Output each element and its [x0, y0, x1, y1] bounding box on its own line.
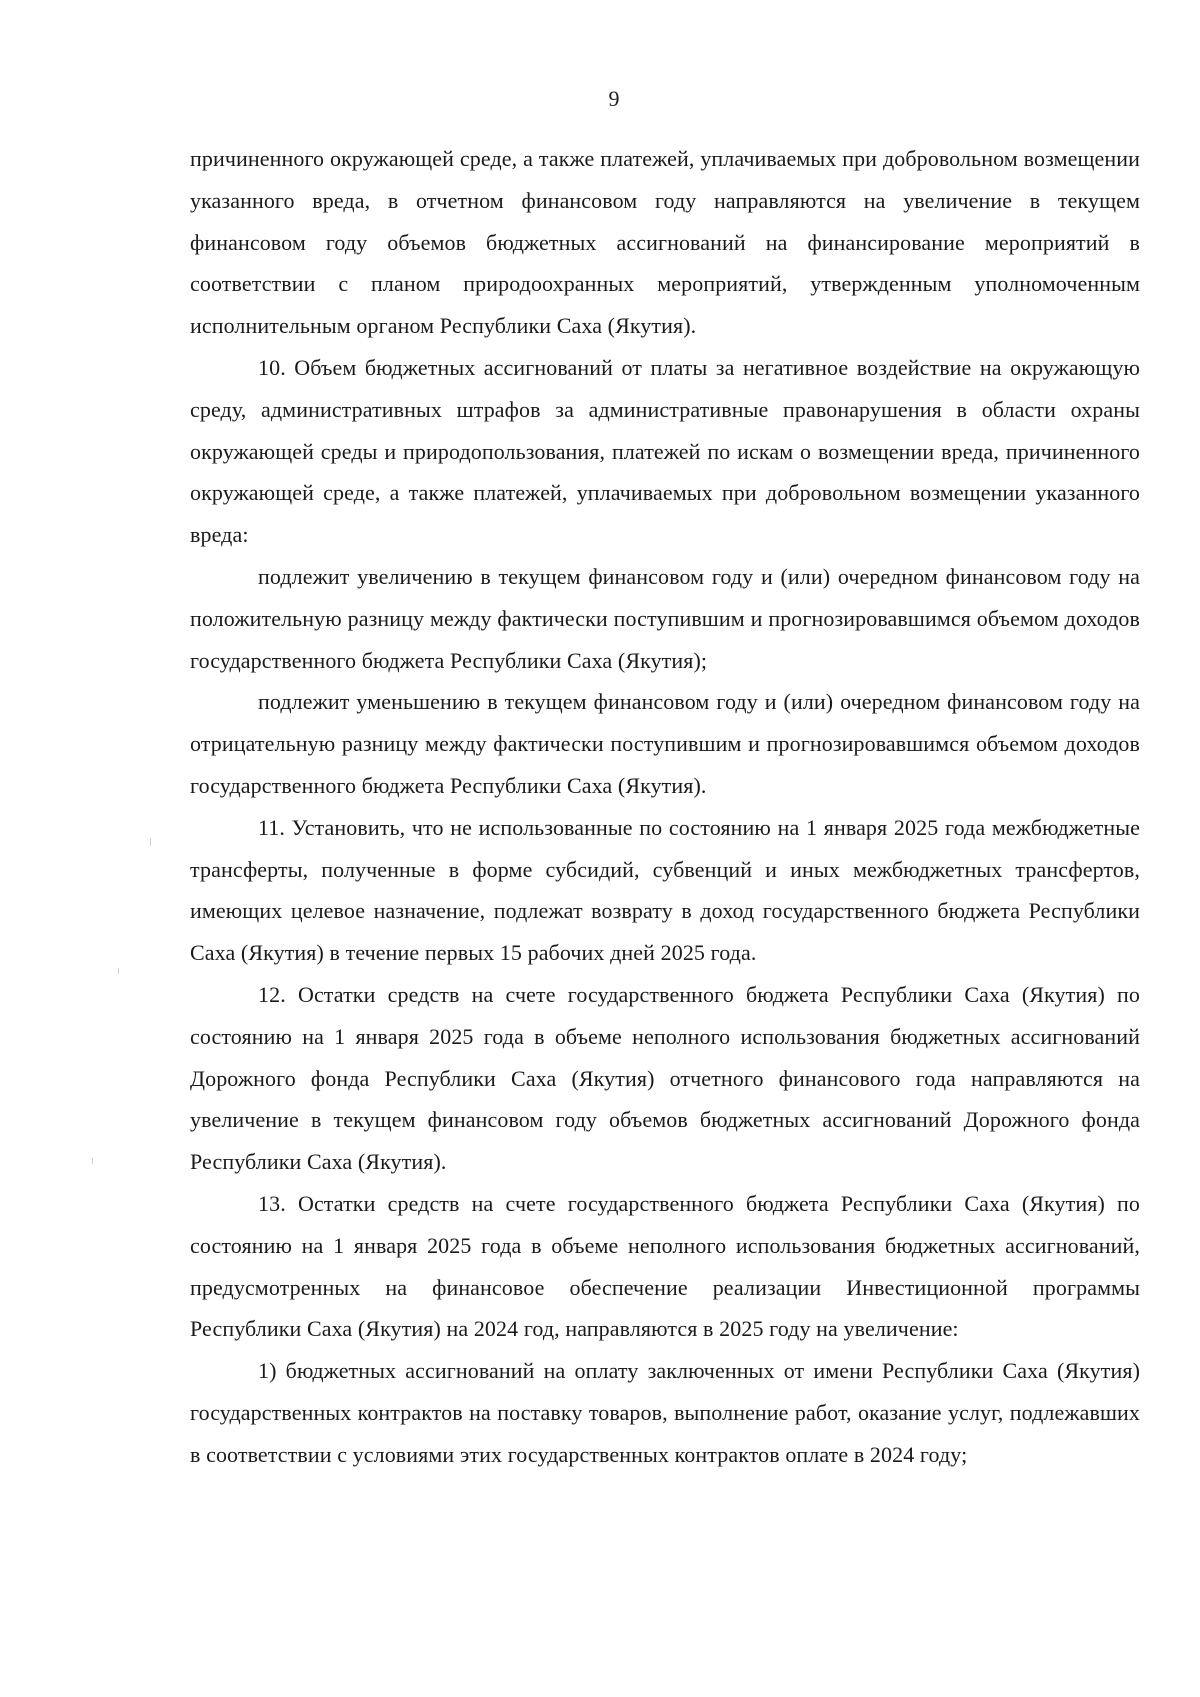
paragraph-item-12: 12. Остатки средств на счете государственного бюджета Республики Саха (Якутия) по состоянию на 1 января 2025 года в объеме неполного использования бюджетных ассигнований Дорожного фонда Республики Саха (Якутия) отчетного финансового года направляются на увеличение в текущем финансовом году объемов бюджетных ассигнований Дорожного фонда Республики Саха (Якутия).	[190, 981, 1140, 1175]
page-number: 9	[608, 86, 620, 111]
document-body	[190, 138, 1140, 1476]
scan-artifact	[150, 838, 151, 846]
paragraph-item-10-increase: подлежит увеличению в текущем финансовом году и (или) очередном финансовом году на положительную разницу между фактически поступившим и прогнозировавшимся объемом доходов государственного бюджета Республики Саха (Якутия);	[190, 563, 1140, 673]
scan-artifact	[92, 1158, 93, 1164]
paragraph-item-13-subitem-1: 1) бюджетных ассигнований на оплату заключенных от имени Республики Саха (Якутия) государственных контрактов на поставку товаров, выполнение работ, оказание услуг, подлежавших в соответствии с условиями этих государственных контрактов оплате в 2024 году;	[190, 1358, 1140, 1467]
paragraph-item-10: 10. Объем бюджетных ассигнований от платы за негативное воздействие на окружающую среду, административных штрафов за административные правонарушения в области охраны окружающей среды и природопользования, платежей по искам о возмещении вреда, причиненного окружающей среде, а также платежей, уплачиваемых при добровольном возмещении указанного вреда:	[190, 354, 1140, 548]
paragraph-item-11: 11. Установить, что не использованные по состоянию на 1 января 2025 года межбюджетные трансферты, полученные в форме субсидий, субвенций и иных межбюджетных трансфертов, имеющих целевое назначение, подлежат возврату в доход государственного бюджета Республики Саха (Якутия) в течение первых 15 рабочих дней 2025 года.	[190, 814, 1140, 966]
paragraph-item-10-decrease: подлежит уменьшению в текущем финансовом году и (или) очередном финансовом году на отрицательную разницу между фактически поступившим и прогнозировавшимся объемом доходов государственного бюджета Республики Саха (Якутия).	[190, 689, 1140, 798]
scan-artifact	[118, 968, 119, 974]
paragraph-continuation: причиненного окружающей среде, а также платежей, уплачиваемых при добровольном возмещении указанного вреда, в отчетном финансовом году направляются на увеличение в текущем финансовом году объемов бюджетных ассигнований на финансирование мероприятий в соответствии с планом природоохранных мероприятий, утвержденным уполномоченным исполнительным органом Республики Саха (Якутия).	[190, 146, 1140, 339]
paragraph-item-13: 13. Остатки средств на счете государственного бюджета Республики Саха (Якутия) по состоянию на 1 января 2025 года в объеме неполного использования бюджетных ассигнований, предусмотренных на финансовое обеспечение реализации Инвестиционной программы Республики Саха (Якутия) на 2024 год, направляются в 2025 году на увеличение:	[190, 1190, 1140, 1342]
